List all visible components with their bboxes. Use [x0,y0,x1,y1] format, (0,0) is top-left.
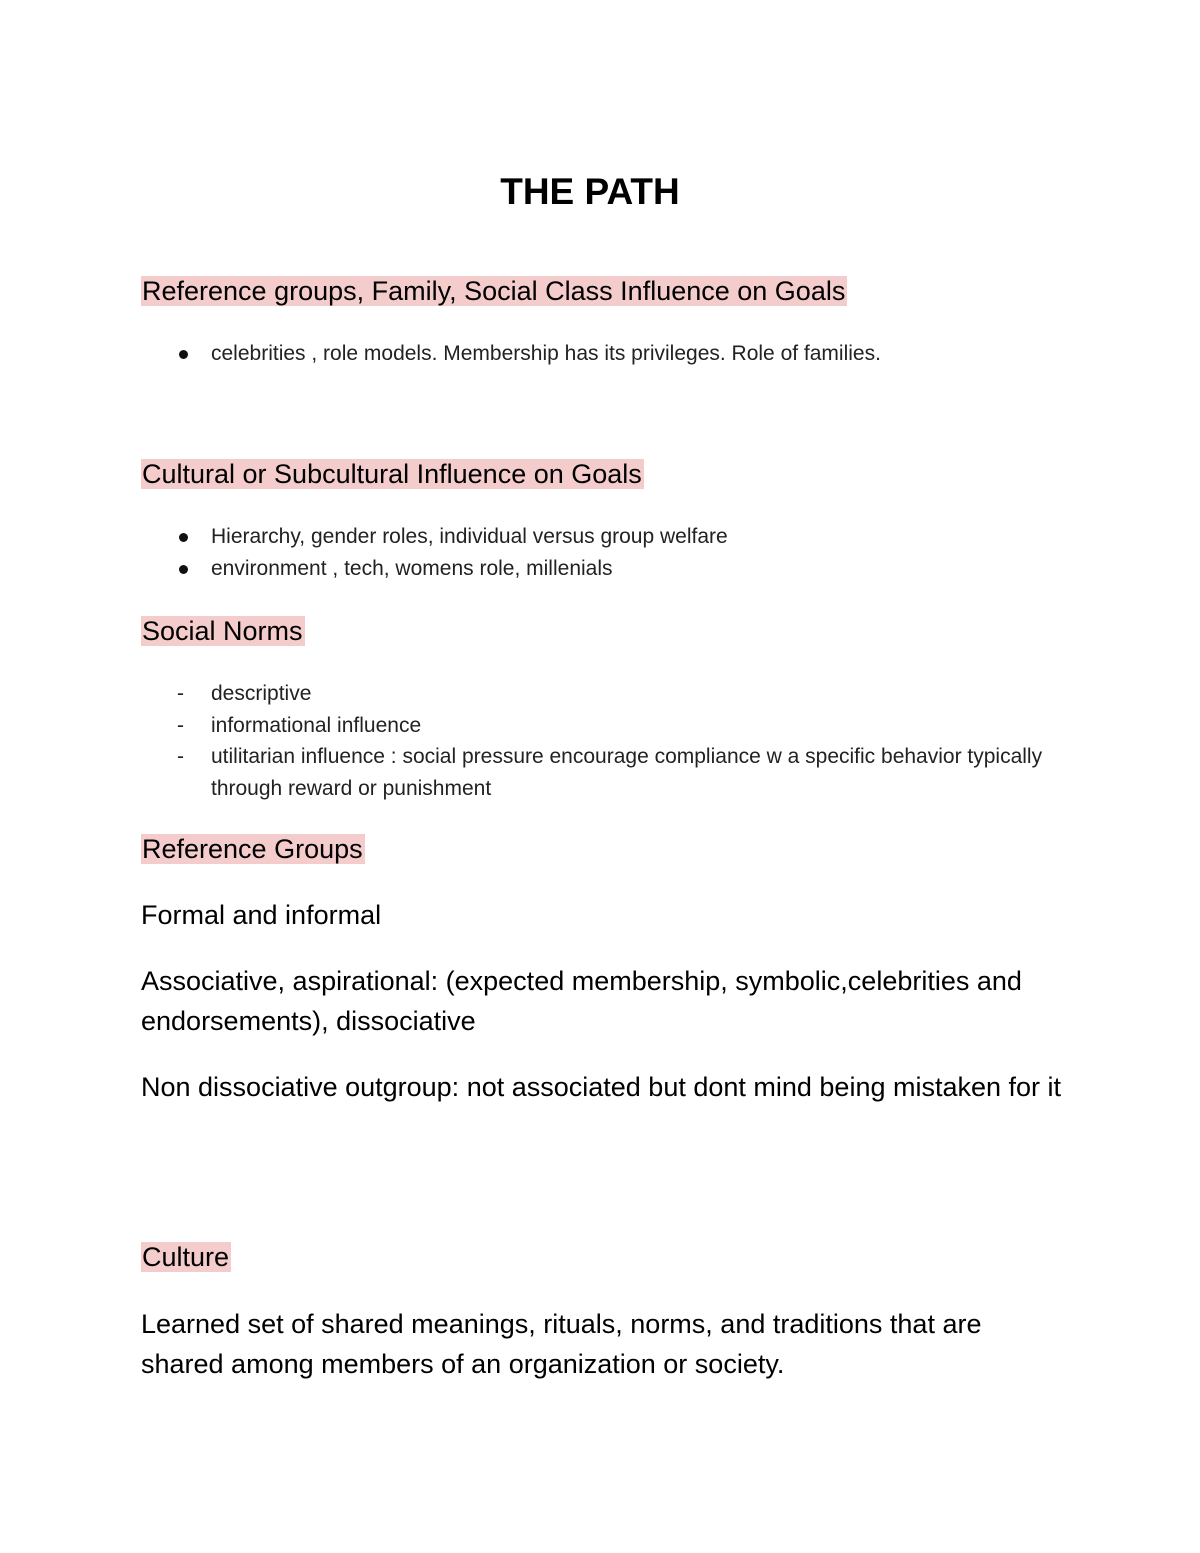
list-item-text: Hierarchy, gender roles, individual versus group welfare [211,525,728,548]
list-item-text: environment , tech, womens role, millenials [211,556,613,580]
bullet-icon [179,533,188,542]
list-item-text: descriptive [211,682,312,705]
dash-icon: - [177,745,184,768]
list-item [141,521,1071,553]
bullet-icon [179,350,188,359]
paragraph: Formal and informal [141,900,382,930]
bullet-list [141,338,1071,370]
bullet-list [141,521,1071,584]
list-item [141,710,1071,742]
bullet-icon [179,565,188,574]
section-heading-label: Culture [142,1242,230,1272]
paragraph: Associative, aspirational: (expected membership, symbolic,celebrities and endorsements), dissociative [141,966,1022,1036]
section-heading-label: Cultural or Subcultural Influence on Goals [142,459,642,489]
list-item-text: celebrities , role models. Membership has its privileges. Role of families. [211,342,881,365]
list-item [141,338,1071,370]
dash-list [141,678,1071,804]
dash-icon: - [177,713,184,737]
section-heading-cultural-subcultural [141,454,644,494]
paragraph: Learned set of shared meanings, rituals, norms, and traditions that are shared among members of an organization or society. [141,1309,982,1379]
list-item [141,741,1071,804]
section-heading-label: Reference Groups [142,834,363,864]
paragraph: Non dissociative outgroup: not associated but dont mind being mistaken for it [141,1072,1062,1102]
page-title: THE PATH [500,171,680,212]
list-item [141,678,1071,710]
section-heading-culture [141,1237,231,1277]
list-item [141,553,1071,585]
section-heading-social-norms [141,611,305,651]
section-heading-label: Social Norms [142,616,303,646]
section-heading-label: Reference groups, Family, Social Class Influence on Goals [142,276,846,306]
dash-icon: - [177,682,184,705]
list-item-text: informational influence [211,713,422,737]
section-heading-reference-groups [141,829,365,869]
list-item-text: utilitarian influence : social pressure encourage compliance w a specific behavior typically through reward or punishment [211,745,1043,800]
section-heading-reference-family-class [141,271,847,311]
